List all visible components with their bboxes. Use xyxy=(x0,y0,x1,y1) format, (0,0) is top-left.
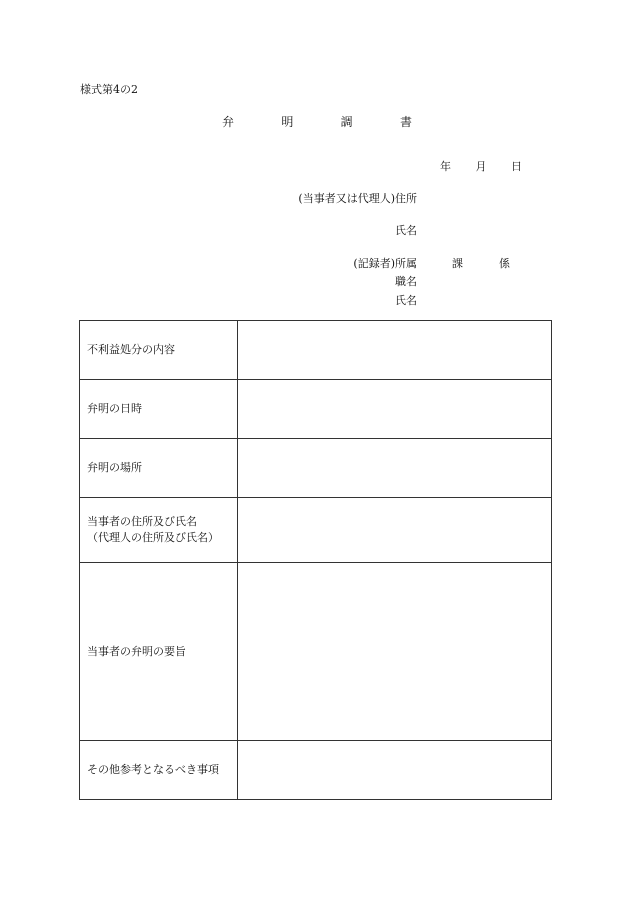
row-value-party[interactable] xyxy=(238,498,552,563)
date-year-label: 年 xyxy=(440,160,451,173)
row-value-datetime[interactable] xyxy=(238,380,552,439)
recorder-unit-label: 係 xyxy=(499,257,510,270)
row-label-disposition xyxy=(80,321,238,380)
party-address-label: (当事者又は代理人)住所 xyxy=(298,192,417,205)
title-char: 書 xyxy=(399,115,412,129)
title-char: 調 xyxy=(340,115,353,129)
table-row xyxy=(80,380,552,439)
row-label-line: 弁明の日時 xyxy=(87,402,142,415)
table-row xyxy=(80,741,552,800)
date-month-label: 月 xyxy=(475,160,487,173)
date-line xyxy=(440,158,522,174)
table-row xyxy=(80,563,552,741)
row-label-line: 当事者の住所及び氏名 xyxy=(87,515,197,528)
row-value-summary[interactable] xyxy=(238,563,552,741)
row-label-other xyxy=(80,741,238,800)
document-title xyxy=(222,113,412,130)
row-label-line: （代理人の住所及び氏名） xyxy=(87,531,219,544)
row-label-party xyxy=(80,498,238,563)
title-char: 弁 xyxy=(222,115,235,129)
recorder-section-label: 課 xyxy=(452,257,463,270)
row-value-place[interactable] xyxy=(238,439,552,498)
table-row xyxy=(80,321,552,380)
row-label-place xyxy=(80,439,238,498)
row-label-datetime xyxy=(80,380,238,439)
table-row xyxy=(80,439,552,498)
record-table xyxy=(79,320,552,800)
row-value-other[interactable] xyxy=(238,741,552,800)
row-value-disposition[interactable] xyxy=(238,321,552,380)
row-label-summary xyxy=(80,563,238,741)
row-label-line: 不利益処分の内容 xyxy=(87,343,175,356)
form-number: 様式第4の2 xyxy=(80,83,138,96)
recorder-title-label: 職名 xyxy=(395,275,417,288)
row-label-line: 弁明の場所 xyxy=(87,461,142,474)
recorder-affiliation-label: (記録者)所属 xyxy=(353,257,417,270)
date-day-label: 日 xyxy=(511,160,522,173)
table-row xyxy=(80,498,552,563)
row-label-line: その他参考となるべき事項 xyxy=(87,763,219,776)
title-char: 明 xyxy=(281,115,294,129)
recorder-name-label: 氏名 xyxy=(395,294,417,307)
party-name-label: 氏名 xyxy=(395,224,417,237)
row-label-line: 当事者の弁明の要旨 xyxy=(87,644,186,658)
